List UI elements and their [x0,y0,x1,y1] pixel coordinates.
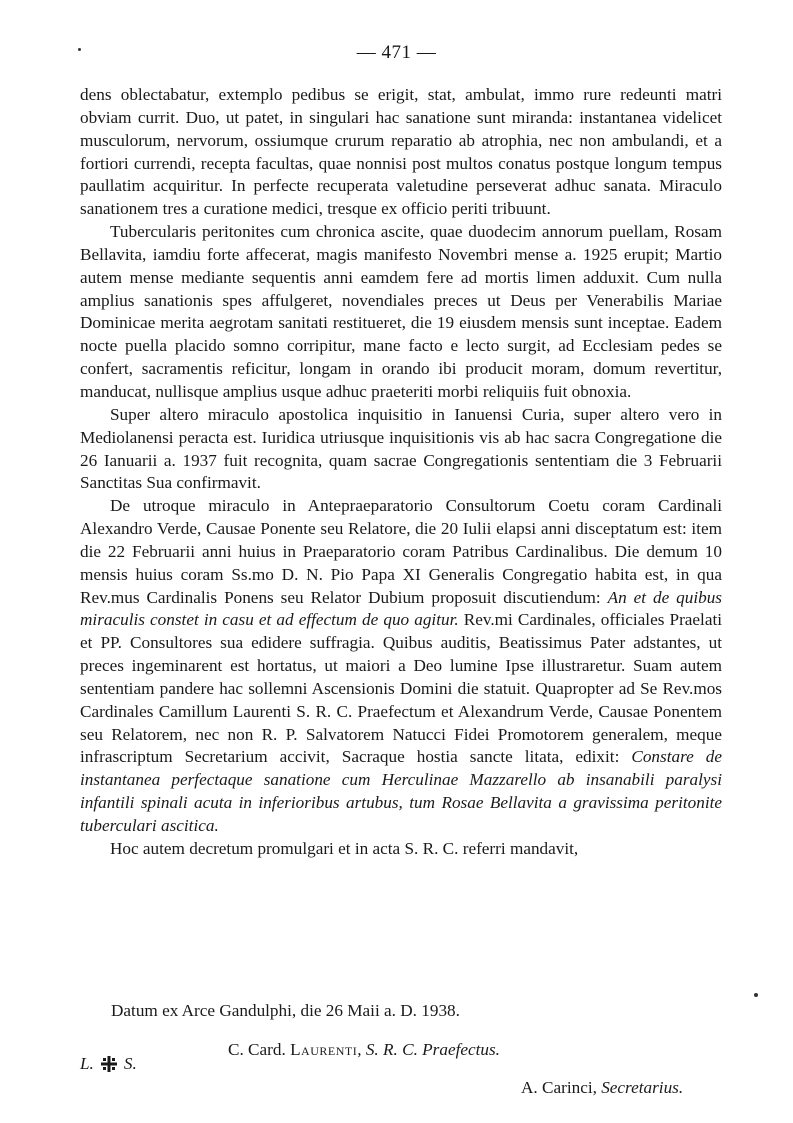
page-number: — 471 — [356,42,437,63]
locus-sigilli [80,1054,137,1074]
secretary-signature [521,1078,683,1098]
ink-mark [754,993,758,997]
prefect-signature [228,1040,500,1060]
text-segment: Rev.mi Cardinales, officiales Praelati et PP. Consultores sua edidere suffragia. Quibus auditis, Beatissimus Pater adstantes, ut preces ingeminarent est hortatus, ut maiori a Deo lumine Ipse illustraretur. Suam autem sententiam pandere hac sollemni Ascensionis Domini die statuit. Quapropter ad Se Rev.mos Cardinales Camillum Laurenti S. R. C. Praefectum et Alexandrum Verde, Causae Ponentem seu Relatorem, nec non R. P. Salvatorem Natucci Fidei Promotorem generalem, meque infrascriptum Secretarium accivit, Sacraque hostia sancte litata, edixit: [80,610,723,767]
paragraph-1 [80,84,722,221]
secretary-title: Secretarius. [601,1078,684,1097]
secretary-name: A. Carinci, [521,1078,602,1097]
seal-left-letter: L. [80,1054,94,1073]
date-line: Datum ex Arce Gandulphi, die 26 Maii a. D. 1938. [111,1001,460,1020]
text-segment: Constare de instantanea perfectaque sanatione cum Herculinae Mazzarello ab insanabili paralysi infantili spinali acuta in inferioribus artubus, tum Rosae Bellavita a gravissima peritonite tuberculari ascitica. [80,747,722,835]
paragraph-2 [80,221,722,404]
text-segment: Super altero miraculo apostolica inquisitio in Ianuensi Curia, super altero vero in Mediolanensi peracta est. Iuridica utriusque inquisitionis vis ab hac sacra Congregatione die 26 Ianuarii a. 1937 fuit recognita, quam sacrae Congregationis sententiam die 3 Februarii Sanctitas Sua confirmavit. [80,404,722,493]
body-text [80,84,722,861]
paragraph-3 [80,404,722,495]
seal-right-letter: S. [123,1054,137,1073]
text-segment: An et de quibus miraculis constet in casu et ad effectum de quo agitur. [80,587,722,630]
paragraph-5 [80,838,722,861]
text-segment: De utroque miraculo in Antepraeparatorio Consultorum Coetu coram Cardinali Alexandro Verde, Causae Ponente seu Relatore, die 20 Iulii elapsi anni disceptatum est: item die 22 Februarii anni huius in Praeparatorio coram Patribus Cardinalibus. Die demum 10 mensis huius coram Ss.mo D. N. Pio Papa XI Generalis Congregatio habita est, in qua Rev.mus Cardinalis Ponens seu Relator Dubium proposuit discutiendum: [80,496,722,607]
signature-prefix: C. Card. [228,1040,291,1059]
paragraph-4 [80,495,722,838]
text-segment: dens oblectabatur, extemplo pedibus se erigit, stat, ambulat, immo rure redeunti matri obviam currit. Duo, ut patet, in singulari hac sanatione sunt miranda: instantanea videlicet musculorum, nervorum, ossiumque crurum reparatio ab atrophia, nec non ambulandi, et a fortiori currendi, recepta facultas, quae nonnisi post multos conatus postque longum tempus paullatim acquiritur. In perfecte recuperata valetudine perseverat adhuc sanata. Miraculo sanationem tres a curatione medici, tresque ex officio periti tribuunt. [80,85,722,219]
text-segment: Tubercularis peritonites cum chronica ascite, quae duodecim annorum puellam, Rosam Bellavita, iamdiu forte affecerat, magis manifesto Novembri mense a. 1925 erupit; Martio autem mense mediante sequentis anni eamdem fere ad mortis limen adduxit. Cum nulla amplius sanationis spes affulgeret, novendiales preces ut Deus per Venerabilis Mariae Dominicae merita aegrotam sanitati restitueret, die 19 eiusdem mensis sunt inceptae. Eadem nocte puella placido somno corripitur, mane facto e lecto surgit, ad Ecclesiam pedes se confert, sacramentis reficitur, longam in orando ibi producit moram, domum revertitur, manducat, nullisque amplius usque adhuc praeteriti morbi reliquiis fuit obnoxia. [80,222,722,401]
cross-seal-icon [100,1055,118,1073]
text-segment: Hoc autem decretum promulgari et in acta S. R. C. referri mandavit, [110,838,579,858]
signature-name: Laurenti [290,1040,358,1059]
signature-title: , S. R. C. Praefectus. [357,1040,500,1059]
